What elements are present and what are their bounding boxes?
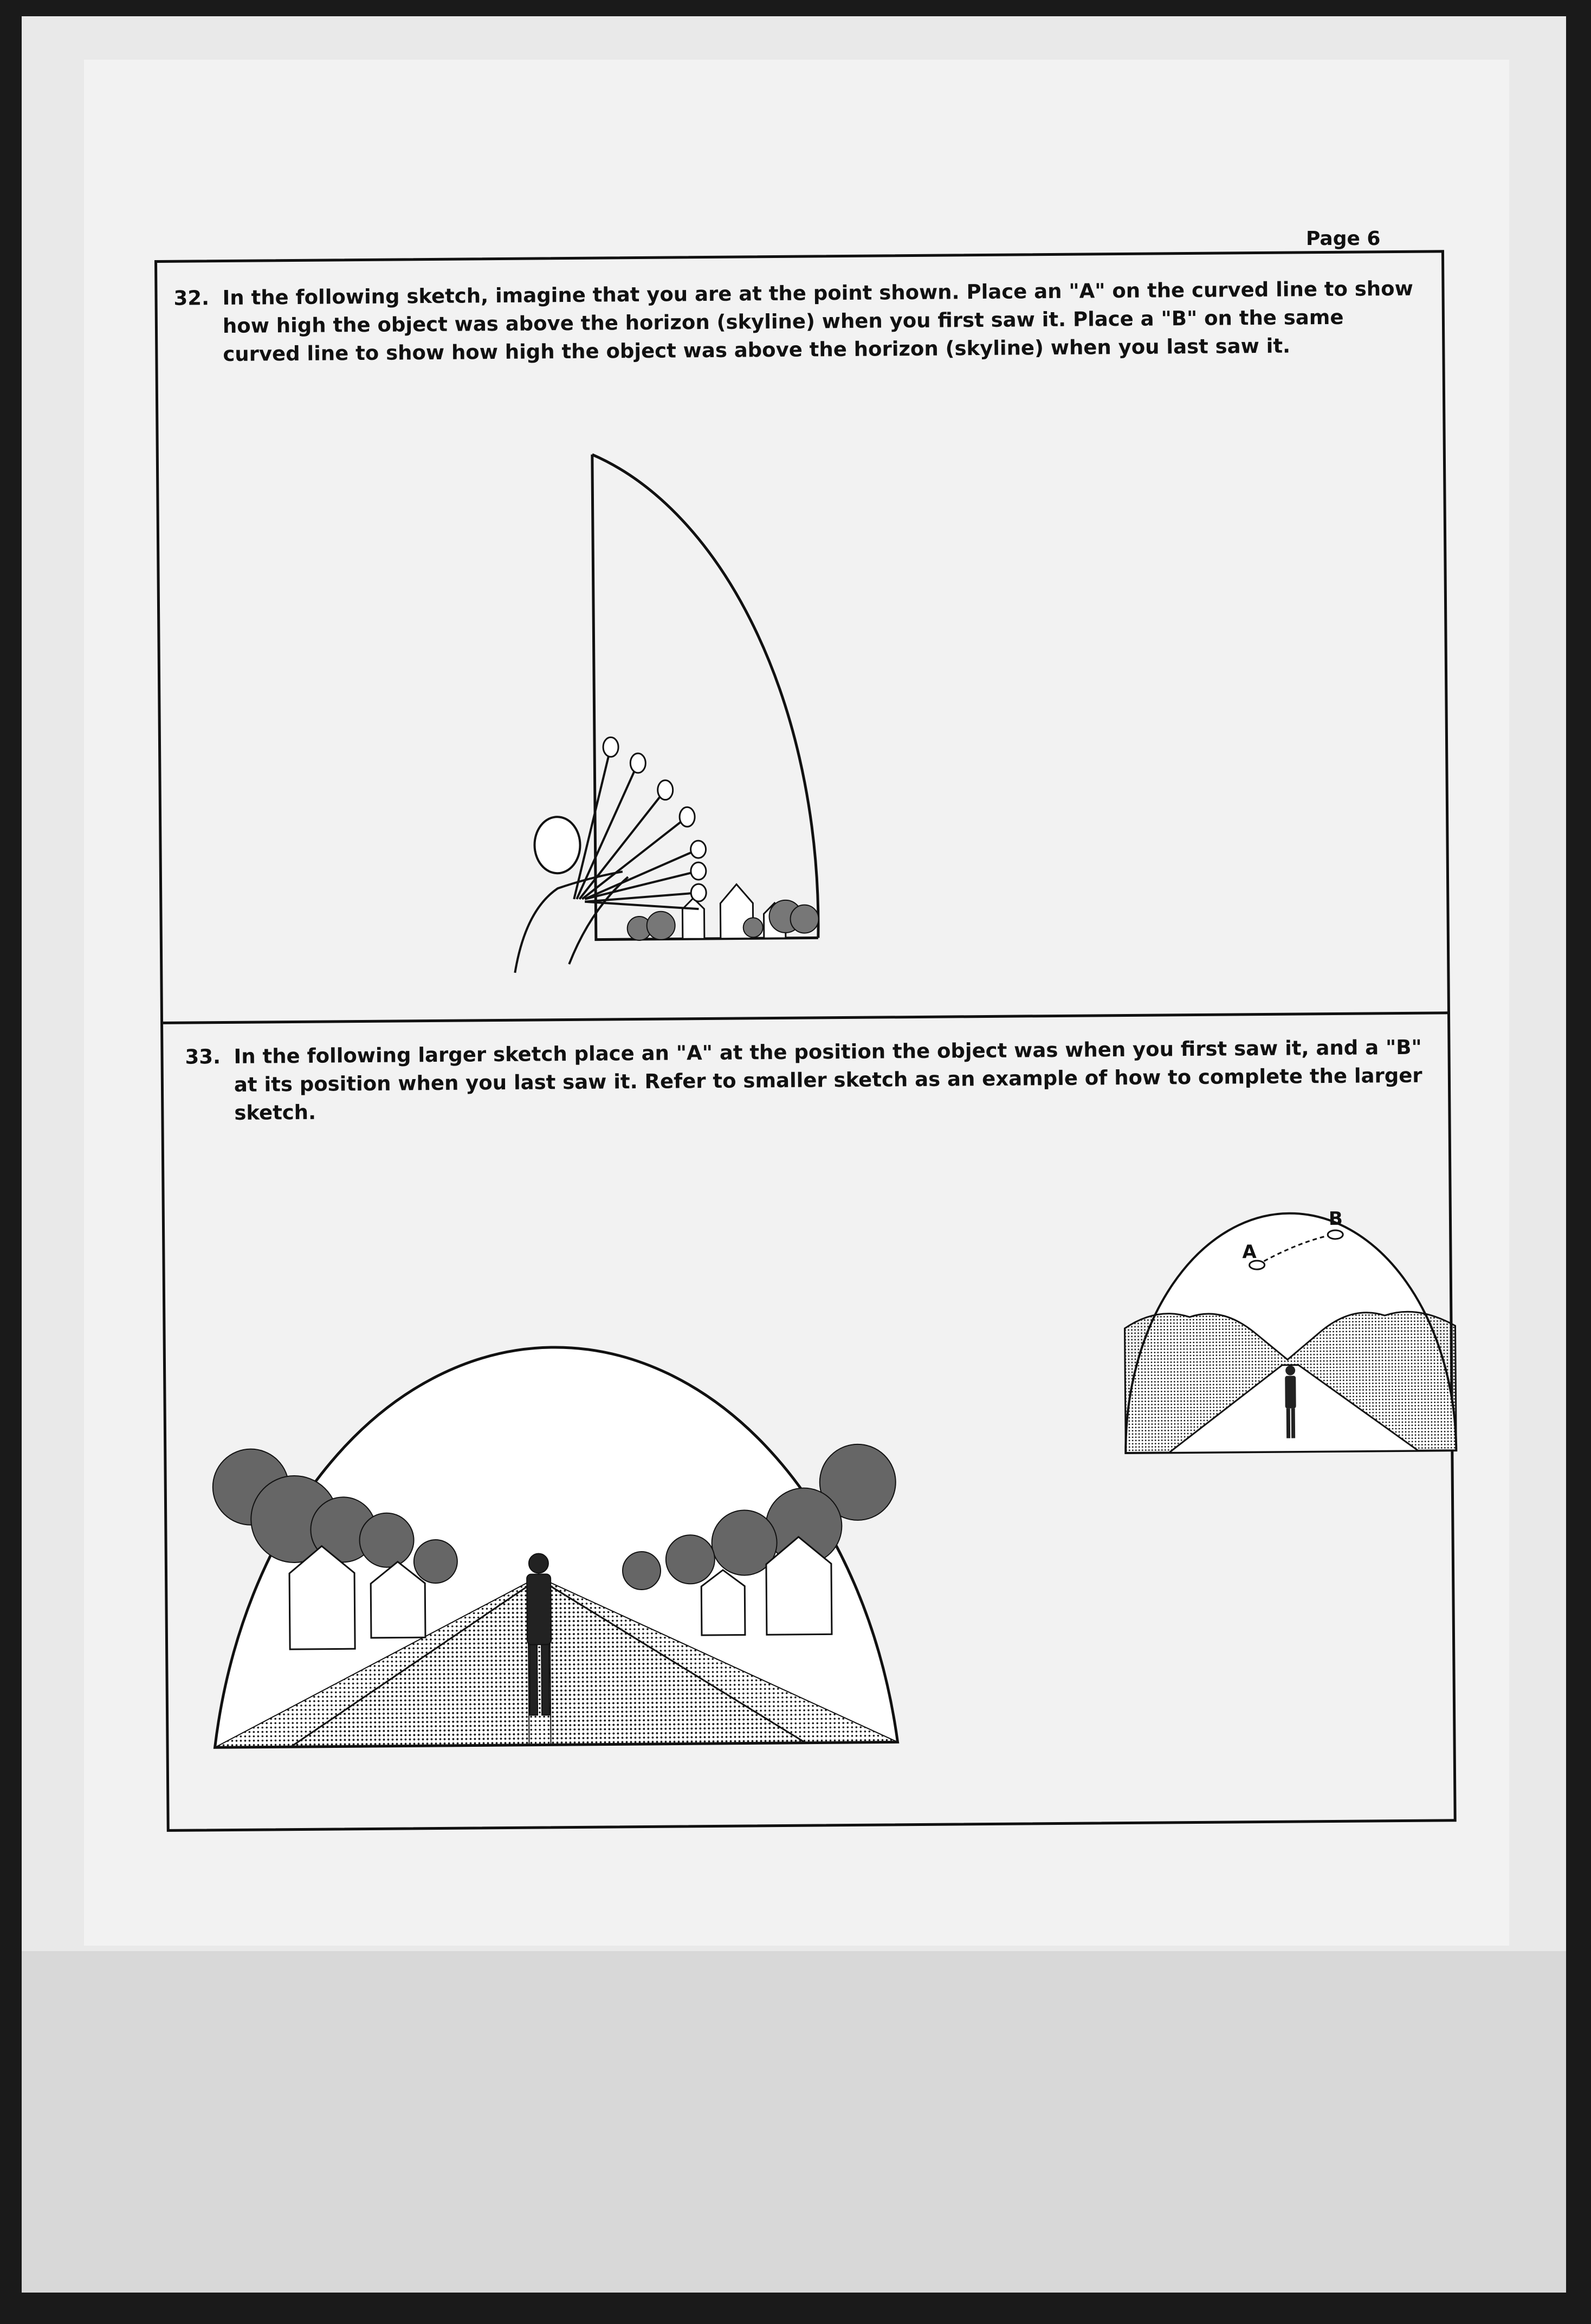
film-lower-strip bbox=[22, 1951, 1566, 2293]
questionnaire-form bbox=[154, 250, 1457, 1832]
question-32-text: In the following sketch, imagine that you are at the point shown. Place an "A" on the curved line to show how high the object was above the horizon (skyline) when you first saw it. Place a "B" on the same curved line to show how high the object was above the horizon (skyline) when you last saw it. bbox=[222, 276, 1413, 366]
question-32 bbox=[173, 275, 1420, 369]
question-33 bbox=[185, 1034, 1432, 1128]
pointing-observer bbox=[514, 816, 629, 973]
label-a: A bbox=[1242, 1241, 1257, 1263]
large-street-sketch bbox=[178, 1222, 920, 1770]
question-32-number: 32. bbox=[173, 286, 210, 310]
small-example-sketch bbox=[1113, 1196, 1467, 1469]
question-33-text: In the following larger sketch place an "A" at the position the object was when you first saw it, and a "B" at its position when you last saw it. Refer to smaller sketch as an example of how to complete the larger sketch. bbox=[234, 1035, 1422, 1125]
object-b-ellipse bbox=[1328, 1230, 1343, 1239]
label-b: B bbox=[1328, 1208, 1343, 1230]
quarter-circle-sketch bbox=[500, 442, 830, 986]
page-number: Page 6 bbox=[1306, 228, 1381, 250]
pointing-hands bbox=[603, 737, 706, 902]
question-33-number: 33. bbox=[185, 1045, 221, 1069]
question-divider bbox=[163, 1011, 1447, 1024]
